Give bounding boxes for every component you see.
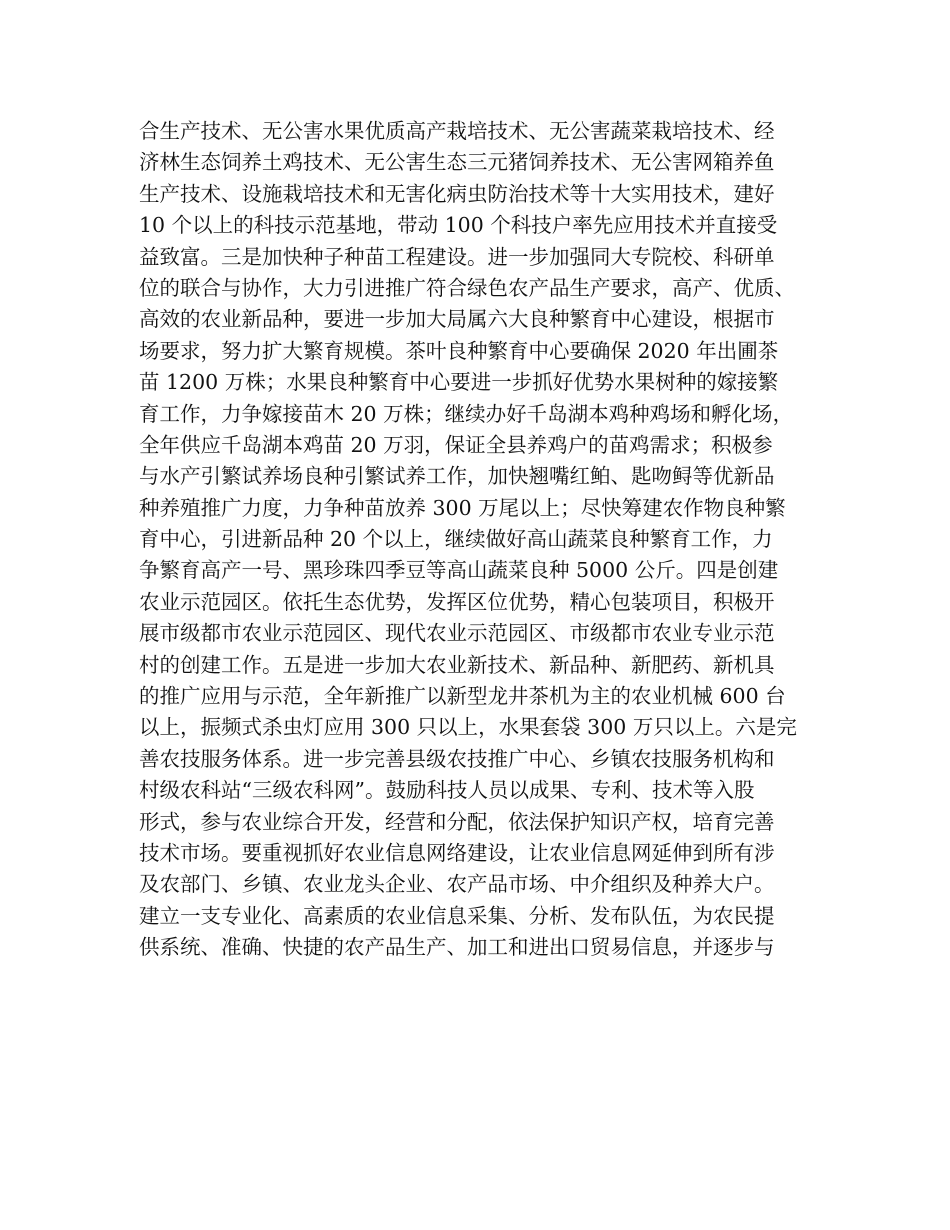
text-line-16: 农业示范园区。依托生态优势，发挥区位优势，精心包装项目，积极开 xyxy=(139,589,775,614)
text-line-5: 益致富。三是加快种子种苗工程建设。进一步加强同大专院校、科研单 xyxy=(139,244,775,269)
text-line-7: 高效的农业新品种，要进一步加大局属六大良种繁育中心建设，根据市 xyxy=(139,307,775,332)
text-line-27: 供系统、准确、快捷的农产品生产、加工和进出口贸易信息，并逐步与 xyxy=(139,935,775,960)
text-line-24: 技术市场。要重视抓好农业信息网络建设，让农业信息网延伸到所有涉 xyxy=(139,840,775,865)
text-line-23: 形式，参与农业综合开发，经营和分配，依法保护知识产权，培育完善 xyxy=(139,809,775,834)
text-line-26: 建立一支专业化、高素质的农业信息采集、分析、发布队伍，为农民提 xyxy=(139,903,775,928)
text-line-19: 的推广应用与示范，全年新推广以新型龙井茶机为主的农业机械 600 台 xyxy=(139,684,786,709)
text-line-6: 位的联合与协作，大力引进推广符合绿色农产品生产要求，高产、优质、 xyxy=(139,275,795,300)
body-text xyxy=(139,116,829,964)
text-line-21: 善农技服务体系。进一步完善县级农技推广中心、乡镇农技服务机构和 xyxy=(139,746,775,771)
text-line-11: 全年供应千岛湖本鸡苗 20 万羽，保证全县养鸡户的苗鸡需求；积极参 xyxy=(139,432,773,457)
text-line-25: 及农部门、乡镇、农业龙头企业、农产品市场、中介组织及种养大户。 xyxy=(139,872,775,897)
text-line-17: 展市级都市农业示范园区、现代农业示范园区、市级都市农业专业示范 xyxy=(139,621,775,646)
text-line-12: 与水产引繁试养场良种引繁试养工作，加快翘嘴红鲌、匙吻鲟等优新品 xyxy=(139,464,775,489)
text-line-22: 村级农科站“三级农科网”。鼓励科技人员以成果、专利、技术等入股 xyxy=(139,778,755,803)
text-line-3: 生产技术、设施栽培技术和无害化病虫防治技术等十大实用技术，建好 xyxy=(139,181,775,206)
text-line-2: 济林生态饲养土鸡技术、无公害生态三元猪饲养技术、无公害网箱养鱼 xyxy=(139,150,775,175)
text-line-8: 场要求，努力扩大繁育规模。茶叶良种繁育中心要确保 2020 年出圃茶 xyxy=(139,338,779,363)
text-line-15: 争繁育高产一号、黑珍珠四季豆等高山蔬菜良种 5000 公斤。四是创建 xyxy=(139,558,779,583)
text-line-20: 以上，振频式杀虫灯应用 300 只以上，水果套袋 300 万只以上。六是完 xyxy=(139,715,797,740)
text-line-4: 10 个以上的科技示范基地，带动 100 个科技户率先应用技术并直接受 xyxy=(139,213,778,238)
text-line-1: 合生产技术、无公害水果优质高产栽培技术、无公害蔬菜栽培技术、经 xyxy=(139,119,775,143)
text-line-9: 苗 1200 万株；水果良种繁育中心要进一步抓好优势水果树种的嫁接繁 xyxy=(139,370,779,395)
text-line-13: 种养殖推广力度，力争种苗放养 300 万尾以上；尽快筹建农作物良种繁 xyxy=(139,495,786,520)
text-line-10: 育工作，力争嫁接苗木 20 万株；继续办好千岛湖本鸡种鸡场和孵化场， xyxy=(139,401,794,426)
text-line-14: 育中心，引进新品种 20 个以上，继续做好高山蔬菜良种繁育工作，力 xyxy=(139,527,773,552)
text-line-18: 村的创建工作。五是进一步加大农业新技术、新品种、新肥药、新机具 xyxy=(139,652,775,677)
